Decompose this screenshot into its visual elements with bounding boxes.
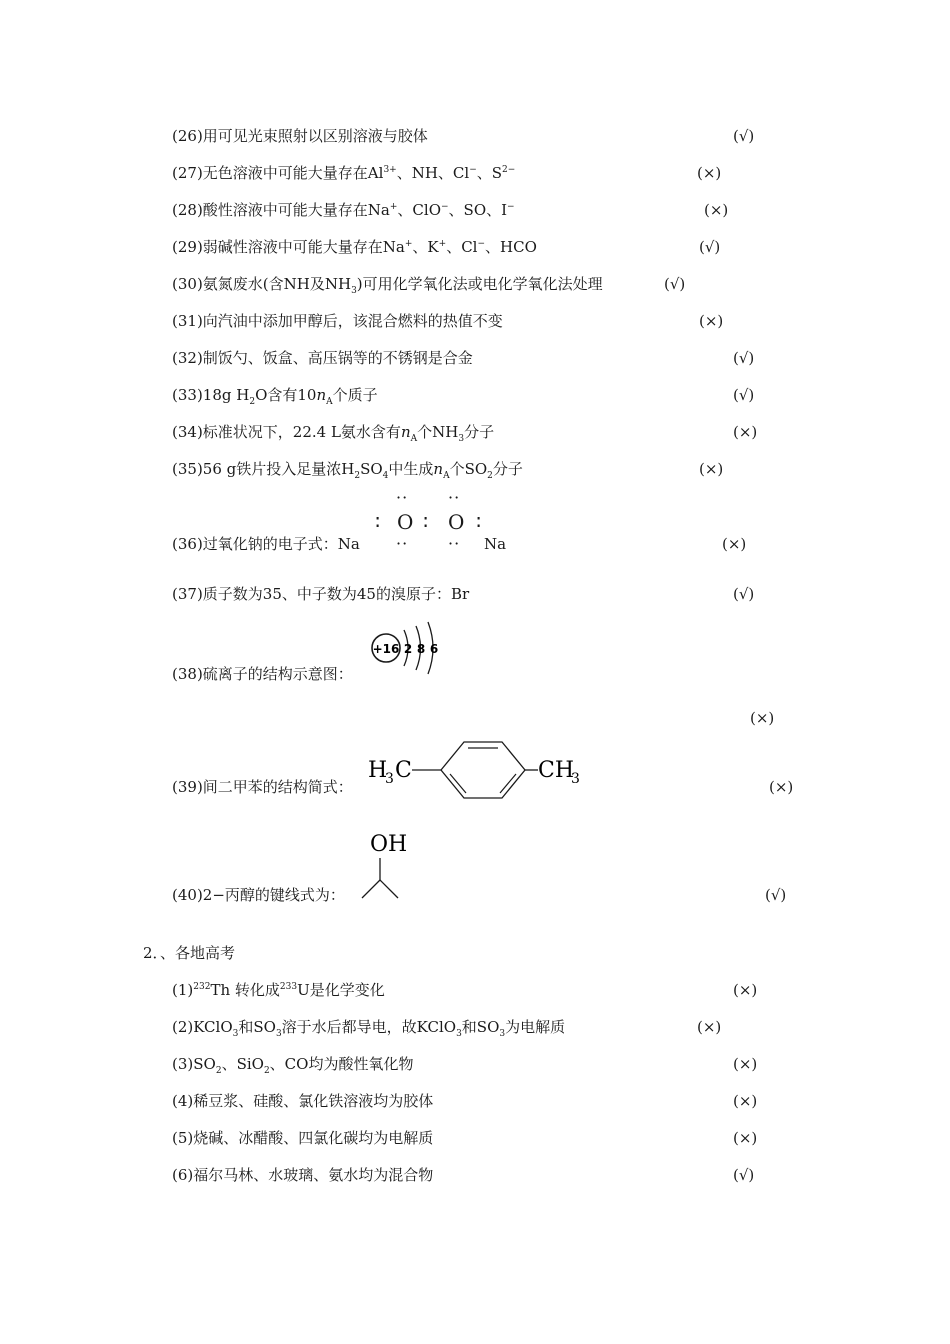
mark-32: (√) [733, 349, 755, 367]
item-number: (37) [172, 585, 203, 603]
item-number: (6) [172, 1166, 194, 1184]
methyl-left-c: C [395, 758, 412, 783]
subscript: 3 [499, 1029, 506, 1039]
subscript: 2 [354, 471, 361, 481]
item-text: 稀豆浆、硅酸、氯化铁溶液均为胶体 [193, 1092, 434, 1110]
shell-electron-count: 6 [429, 642, 439, 656]
mark-26: (√) [733, 127, 755, 145]
item-text: 溶于水后都导电，故KClO [281, 1018, 457, 1036]
item-s2-5 [172, 1128, 433, 1148]
mark-s2-3: (×) [733, 1055, 758, 1073]
item-37 [172, 584, 469, 604]
subscript: 3 [351, 286, 357, 296]
subscript: A [326, 397, 333, 407]
peroxide-electron-formula [372, 488, 492, 558]
mark-31: (×) [699, 312, 724, 330]
item-36 [172, 534, 360, 554]
methyl-right-sub: 3 [571, 771, 580, 787]
subscript: 3 [232, 1029, 239, 1039]
item-text: 个质子 [332, 386, 378, 404]
item-text: 、ClO [397, 201, 441, 219]
item-number: (39) [172, 778, 203, 796]
item-text: 、Cl [446, 238, 478, 256]
oxygen-atom: O [448, 510, 465, 534]
mark-30: (√) [664, 275, 686, 293]
nucleus-charge: +16 [372, 642, 400, 656]
item-number: (3) [172, 1055, 194, 1073]
item-text: O含有10 [255, 386, 317, 404]
superscript: 233 [279, 982, 298, 992]
item-number: (4) [172, 1092, 194, 1110]
item-text: 、SO、I [448, 201, 508, 219]
bond-line [380, 880, 398, 898]
item-text: 分子 [464, 423, 495, 441]
item-text: Th 转化成 [210, 981, 280, 999]
item-35 [172, 459, 523, 479]
superscript: + [438, 239, 447, 249]
hydroxyl-label: OH [370, 832, 408, 857]
propanol-skeletal-formula [358, 828, 418, 908]
subscript: 3 [458, 434, 465, 444]
item-number: (36) [172, 535, 203, 553]
item-31 [172, 311, 503, 331]
item-text: 和SO [461, 1018, 500, 1036]
item-number: (31) [172, 312, 203, 330]
item-number: (29) [172, 238, 203, 256]
item-s2-2 [172, 1017, 565, 1037]
item-text: 硫离子的结构示意图： [202, 665, 353, 683]
superscript: 2− [502, 165, 516, 175]
item-number: (1) [172, 981, 194, 999]
item-39 [172, 777, 353, 797]
item-number: (26) [172, 127, 203, 145]
shared-pair: ∶ [423, 510, 429, 534]
item-text: 用可见光束照射以区别溶液与胶体 [202, 127, 428, 145]
superscript: + [404, 239, 413, 249]
item-26 [172, 126, 428, 146]
subscript: 4 [382, 471, 389, 481]
avogadro-symbol: n [400, 423, 411, 441]
mark-39: (×) [769, 778, 794, 796]
item-text: 烧碱、冰醋酸、四氯化碳均为电解质 [193, 1129, 434, 1147]
superscript: − [507, 202, 515, 212]
bond-line [362, 880, 380, 898]
item-text: 制饭勺、饭盒、高压锅等的不锈钢是合金 [202, 349, 473, 367]
item-text: 、S [476, 164, 503, 182]
item-text: 过氧化钠的电子式：Na [202, 535, 360, 553]
shell-electron-count: 2 [403, 642, 413, 656]
superscript: + [389, 202, 398, 212]
mark-s2-4: (×) [733, 1092, 758, 1110]
item-number: (5) [172, 1129, 194, 1147]
item-text: 氨氮废水(含NH及NH [202, 275, 352, 293]
item-number: (35) [172, 460, 203, 478]
item-number: (28) [172, 201, 203, 219]
item-text: 、HCO [485, 238, 537, 256]
item-text: U是化学变化 [297, 981, 385, 999]
subscript: 2 [249, 397, 256, 407]
item-s2-1 [172, 980, 385, 1000]
superscript: 3+ [383, 165, 397, 175]
subscript: 3 [275, 1029, 282, 1039]
superscript: 232 [193, 982, 211, 992]
subscript: 2 [487, 471, 493, 481]
avogadro-symbol: n [316, 386, 327, 404]
lone-pair: ·· [448, 534, 461, 553]
mark-40: (√) [765, 886, 787, 904]
mark-29: (√) [699, 238, 721, 256]
item-28 [172, 200, 515, 220]
xylene-structure [366, 736, 596, 806]
subscript: 2 [263, 1066, 270, 1076]
item-text: 间二甲苯的结构简式： [202, 778, 353, 796]
subscript: A [443, 471, 450, 481]
item-text: 向汽油中添加甲醇后，该混合燃料的热值不变 [202, 312, 503, 330]
item-29 [172, 237, 537, 257]
superscript: − [477, 239, 486, 249]
item-text: 质子数为35、中子数为45的溴原子：Br [202, 585, 470, 603]
mark-28: (×) [704, 201, 729, 219]
mark-34: (×) [733, 423, 758, 441]
mark-37: (√) [733, 585, 755, 603]
lone-pair: ∶ [375, 510, 381, 534]
item-text: 分子 [492, 460, 523, 478]
item-text: 为电解质 [505, 1018, 566, 1036]
item-32 [172, 348, 473, 368]
item-text: 酸性溶液中可能大量存在Na [202, 201, 390, 219]
sulfur-ion-structure-diagram [368, 618, 448, 678]
item-40 [172, 885, 345, 905]
item-30 [172, 274, 603, 294]
subscript: 3 [456, 1029, 462, 1039]
item-text: 弱碱性溶液中可能大量存在Na [202, 238, 405, 256]
methyl-left-h: H [368, 758, 388, 783]
item-text: 无色溶液中可能大量存在Al [202, 164, 384, 182]
item-text: 、CO均为酸性氧化物 [269, 1055, 414, 1073]
mark-35: (×) [699, 460, 724, 478]
item-text: 、K [412, 238, 439, 256]
superscript: − [441, 202, 449, 212]
mark-s2-5: (×) [733, 1129, 758, 1147]
item-number: (40) [172, 886, 203, 904]
item-s2-4 [172, 1091, 433, 1111]
mark-s2-6: (√) [733, 1166, 755, 1184]
item-s2-6 [172, 1165, 433, 1185]
item-text: 标准状况下，22.4 L氨水含有 [202, 423, 401, 441]
item-text: 2−丙醇的键线式为： [202, 886, 345, 904]
item-text: 个NH [417, 423, 459, 441]
lone-pair: ·· [448, 488, 461, 507]
oxygen-atom: O [397, 510, 414, 534]
item-text: )可用化学氧化法或电化学氧化法处理 [356, 275, 603, 293]
mark-s2-1: (×) [733, 981, 758, 999]
lone-pair: ∶ [476, 510, 482, 534]
item-number: (30) [172, 275, 203, 293]
item-number: (34) [172, 423, 203, 441]
item-number: (2) [172, 1018, 194, 1036]
item-38 [172, 664, 353, 684]
methyl-right: CH [538, 758, 575, 783]
lone-pair: ·· [396, 488, 409, 507]
item-number: (27) [172, 164, 203, 182]
mark-s2-2: (×) [697, 1018, 722, 1036]
item-text: 和SO [238, 1018, 276, 1036]
subscript: A [410, 434, 418, 444]
item-s2-3 [172, 1054, 413, 1074]
item-33 [172, 385, 378, 405]
item-34 [172, 422, 494, 442]
avogadro-symbol: n [433, 460, 444, 478]
superscript: − [469, 165, 477, 175]
lone-pair: ·· [396, 534, 409, 553]
item-text: 18g H [202, 386, 250, 404]
item-text: 、SiO [221, 1055, 264, 1073]
mark-38: (×) [750, 709, 775, 727]
section-heading: 2．、各地高考 [143, 944, 236, 962]
item-27 [172, 163, 515, 183]
item-text: 福尔马林、水玻璃、氨水均为混合物 [193, 1166, 434, 1184]
benzene-ring [441, 742, 525, 798]
item-text: 个SO [449, 460, 488, 478]
item-text: KClO [193, 1018, 233, 1036]
peroxide-na: Na [484, 535, 507, 553]
item-text: SO [193, 1055, 216, 1073]
item-text: SO [360, 460, 383, 478]
item-text: 56 g铁片投入足量浓H [202, 460, 355, 478]
mark-36: (×) [722, 535, 747, 553]
methyl-left-sub: 3 [385, 771, 394, 787]
mark-27: (×) [697, 164, 722, 182]
mark-33: (√) [733, 386, 755, 404]
item-number: (38) [172, 665, 203, 683]
item-number: (32) [172, 349, 203, 367]
item-text: 、NH、Cl [396, 164, 470, 182]
shell-electron-count: 8 [416, 642, 426, 656]
item-number: (33) [172, 386, 203, 404]
subscript: 2 [215, 1066, 222, 1076]
item-text: 中生成 [388, 460, 434, 478]
